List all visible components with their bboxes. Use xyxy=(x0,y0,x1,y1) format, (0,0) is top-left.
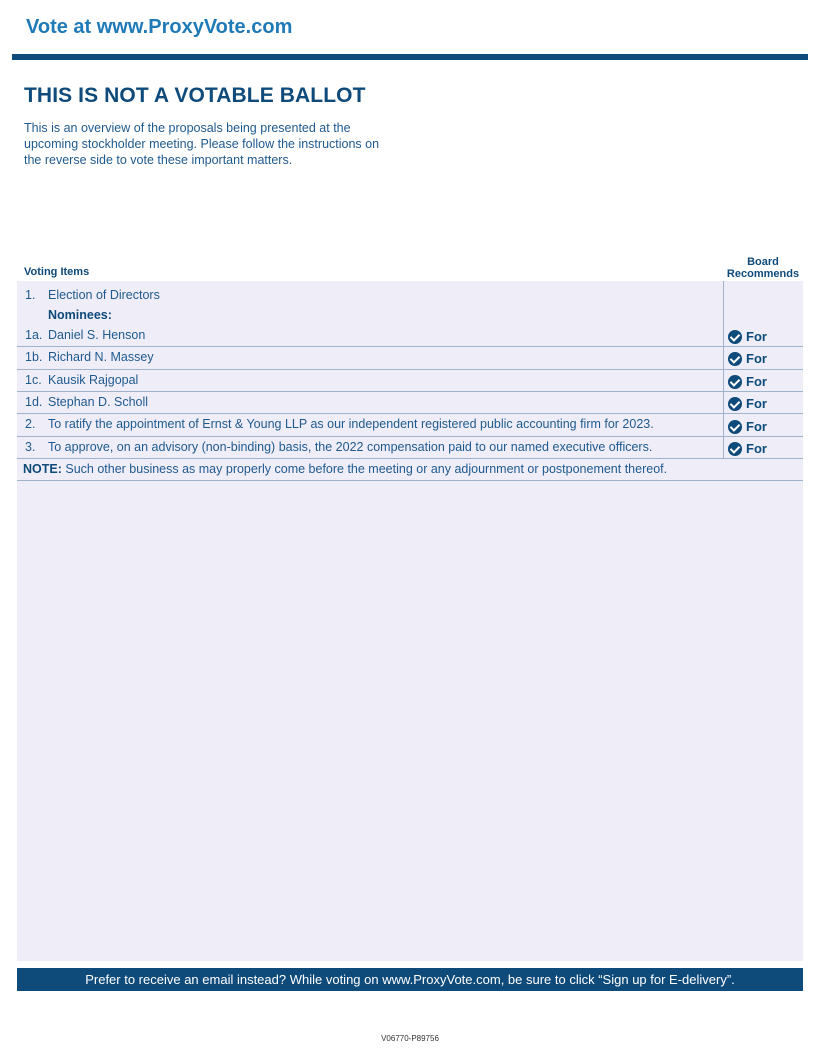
check-circle-icon xyxy=(728,442,742,456)
board-recommends-header xyxy=(724,256,802,280)
intro-text xyxy=(24,120,404,168)
table-row xyxy=(17,281,803,347)
item-text: Daniel S. Henson xyxy=(48,328,146,342)
item-number: 1. xyxy=(25,288,36,302)
edelivery-banner: Prefer to receive an email instead? While voting on www.ProxyVote.com, be sure to click “Sign up for E-delivery”. xyxy=(17,968,803,991)
item-text: To approve, on an advisory (non-binding) basis, the 2022 compensation paid to our named executive officers. xyxy=(48,440,653,454)
item-number: 1c. xyxy=(25,373,42,387)
recommendation xyxy=(728,374,767,389)
table-row xyxy=(17,370,803,392)
page-title: THIS IS NOT A VOTABLE BALLOT xyxy=(24,84,366,107)
check-circle-icon xyxy=(728,397,742,411)
recommendation xyxy=(728,419,767,434)
table-row xyxy=(17,414,803,437)
item-number: 1d. xyxy=(25,395,43,409)
item-number: 2. xyxy=(25,417,36,431)
recommendation-label: For xyxy=(746,374,767,389)
item-number: 1a. xyxy=(25,328,43,342)
recommendation-label: For xyxy=(746,351,767,366)
voting-items-header: Voting Items xyxy=(24,266,90,278)
table-row xyxy=(17,347,803,370)
board-header-line: Recommends xyxy=(726,268,800,280)
recommendation-label: For xyxy=(746,419,767,434)
intro-line: the reverse side to vote these important matters. xyxy=(24,153,293,167)
item-text: To ratify the appointment of Ernst & Young LLP as our independent registered public accounting firm for 2023. xyxy=(48,417,654,431)
check-circle-icon xyxy=(728,375,742,389)
item-number: 3. xyxy=(25,440,36,454)
recommendation-label: For xyxy=(746,329,767,344)
note-label: NOTE: xyxy=(23,462,62,476)
header-title: Vote at www.ProxyVote.com xyxy=(26,16,293,38)
nominees-label: Nominees: xyxy=(48,308,112,322)
intro-line: upcoming stockholder meeting. Please follow the instructions on xyxy=(24,137,380,151)
item-number: 1b. xyxy=(25,350,43,364)
recommendation xyxy=(728,396,767,411)
intro-line: This is an overview of the proposals being presented at the xyxy=(24,121,351,135)
check-circle-icon xyxy=(728,420,742,434)
recommendation xyxy=(728,351,767,366)
recommendation xyxy=(728,441,767,456)
header-divider xyxy=(12,54,808,60)
recommendation-label: For xyxy=(746,396,767,411)
item-text: Kausik Rajgopal xyxy=(48,373,139,387)
item-text: Richard N. Massey xyxy=(48,350,154,364)
check-circle-icon xyxy=(728,330,742,344)
table-row xyxy=(17,437,803,459)
item-text: Election of Directors xyxy=(48,288,160,302)
board-header-line: Board xyxy=(747,256,779,268)
check-circle-icon xyxy=(728,352,742,366)
note-body: Such other business as may properly come before the meeting or any adjournment or postponement thereof. xyxy=(61,462,668,476)
document-code: V06770-P89756 xyxy=(381,1034,439,1043)
note-row xyxy=(17,459,803,481)
recommendation xyxy=(728,329,767,344)
table-row xyxy=(17,392,803,414)
item-text: Stephan D. Scholl xyxy=(48,395,149,409)
note-text xyxy=(23,462,667,476)
recommendation-label: For xyxy=(746,441,767,456)
